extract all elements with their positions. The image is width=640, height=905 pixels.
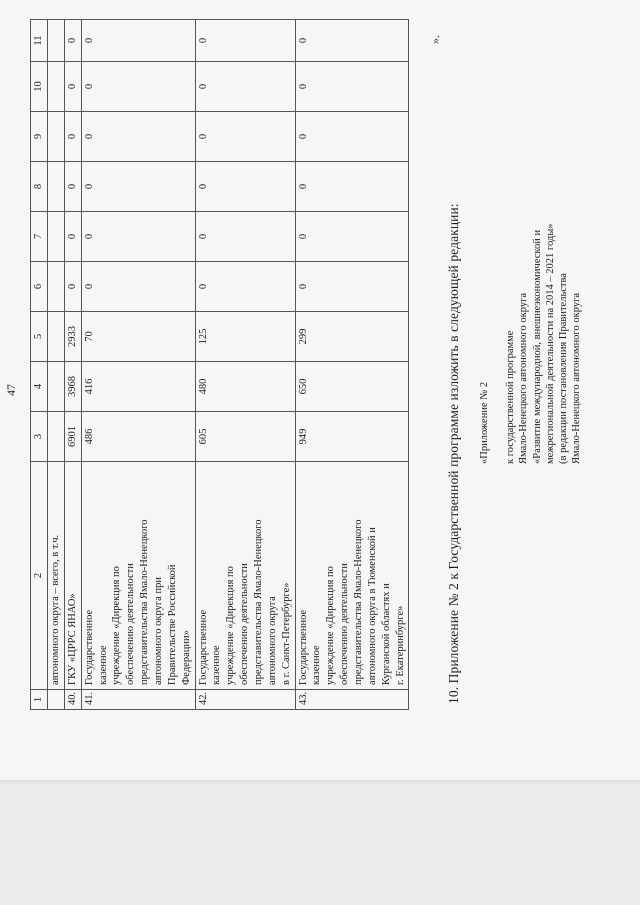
header-cell: 1 xyxy=(31,690,48,710)
value-cell: 605 xyxy=(195,412,295,462)
value-cell: 0 xyxy=(81,162,195,212)
value-cell: 0 xyxy=(64,162,81,212)
value-cell: 0 xyxy=(81,62,195,112)
value-cell: 70 xyxy=(81,312,195,362)
table-cell xyxy=(47,362,64,412)
name-line: представительства Ямало-Ненецкого xyxy=(353,519,365,685)
row-number: 43. xyxy=(295,690,409,710)
table-cell xyxy=(47,112,64,162)
name-line: г. Екатеринбурге» xyxy=(394,605,406,685)
value-cell: 0 xyxy=(81,212,195,262)
spacer xyxy=(491,223,504,464)
value-cell: 0 xyxy=(64,212,81,262)
value-cell: 0 xyxy=(195,62,295,112)
point-10-paragraph: 10. Приложение № 2 к Государственной программе изложить в следующей редакции: xyxy=(446,203,461,704)
table-cell xyxy=(47,262,64,312)
name-line: автономного округа в Тюменской и xyxy=(366,527,378,685)
header-cell: 5 xyxy=(31,312,48,362)
row-name xyxy=(195,462,295,690)
table-cell xyxy=(47,212,64,262)
table-cell xyxy=(47,20,64,62)
appendix-line: межрегиональной деятельности на 2014 – 2021 годы» xyxy=(544,223,556,464)
header-cell: 6 xyxy=(31,262,48,312)
row-name xyxy=(81,462,195,690)
row-name xyxy=(295,462,409,690)
row-number: 40. xyxy=(64,690,81,710)
value-cell: 0 xyxy=(64,20,81,62)
name-line: Государственное xyxy=(197,609,209,685)
appendix-line: Ямало-Ненецкого автономного округа xyxy=(571,292,583,464)
name-line: Государственное xyxy=(83,609,95,685)
table-row xyxy=(81,20,195,710)
row-number: 42. xyxy=(195,690,295,710)
appendix-line: к государственной программе xyxy=(505,330,517,464)
name-line: учреждение «Дирекция по xyxy=(111,566,123,685)
table-header-row xyxy=(31,20,48,710)
name-line: в г. Санкт-Петербурге» xyxy=(280,582,292,685)
header-cell: 8 xyxy=(31,162,48,212)
table-cell xyxy=(47,690,64,710)
page-number: 47 xyxy=(4,384,18,396)
name-line: учреждение «Дирекция по xyxy=(225,566,237,685)
appendix-header xyxy=(478,223,583,464)
value-cell: 0 xyxy=(295,112,409,162)
name-line: обеспечению деятельности xyxy=(239,563,251,685)
row-number: 41. xyxy=(81,690,195,710)
value-cell: 0 xyxy=(81,20,195,62)
value-cell: 0 xyxy=(295,62,409,112)
table-cell xyxy=(47,62,64,112)
table-row xyxy=(64,20,81,710)
appendix-line: «Развитие международной, внешнеэкономической и xyxy=(531,229,543,464)
value-cell: 0 xyxy=(64,62,81,112)
value-cell: 0 xyxy=(295,212,409,262)
value-cell: 0 xyxy=(195,212,295,262)
header-cell: 9 xyxy=(31,112,48,162)
continuation-label: автономного округа – всего, в т.ч. xyxy=(47,462,64,690)
value-cell: 6901 xyxy=(64,412,81,462)
name-line: казенное xyxy=(311,645,323,685)
name-line: Государственное xyxy=(297,609,309,685)
row-name: ГКУ «ЦРРС ЯНАО» xyxy=(64,462,81,690)
table-cell xyxy=(47,312,64,362)
name-line: представительства Ямало-Ненецкого xyxy=(253,519,265,685)
value-cell: 0 xyxy=(64,112,81,162)
value-cell: 3968 xyxy=(64,362,81,412)
value-cell: 416 xyxy=(81,362,195,412)
name-line: представительства Ямало-Ненецкого xyxy=(139,519,151,685)
value-cell: 299 xyxy=(295,312,409,362)
table-row xyxy=(295,20,409,710)
value-cell: 0 xyxy=(195,20,295,62)
header-cell: 11 xyxy=(31,20,48,62)
name-line: казенное xyxy=(97,645,109,685)
table-row xyxy=(47,20,64,710)
header-cell: 4 xyxy=(31,362,48,412)
value-cell: 0 xyxy=(81,262,195,312)
name-line: Курганской областях и xyxy=(380,583,392,685)
name-line: Федерации» xyxy=(180,630,192,685)
header-cell: 7 xyxy=(31,212,48,262)
value-cell: 125 xyxy=(195,312,295,362)
name-line: обеспечению деятельности xyxy=(339,563,351,685)
closing-quote: ». xyxy=(428,35,442,44)
value-cell: 0 xyxy=(195,162,295,212)
table-row xyxy=(195,20,295,710)
value-cell: 0 xyxy=(295,20,409,62)
funding-table xyxy=(30,19,409,710)
table-cell xyxy=(47,412,64,462)
value-cell: 0 xyxy=(81,112,195,162)
value-cell: 0 xyxy=(195,112,295,162)
value-cell: 0 xyxy=(295,162,409,212)
name-line: автономного округа при xyxy=(153,577,165,685)
name-line: казенное xyxy=(211,645,223,685)
name-line: обеспечению деятельности xyxy=(125,563,137,685)
appendix-title: «Приложение № 2 xyxy=(479,381,490,464)
header-cell: 2 xyxy=(31,462,48,690)
name-line: автономного округа xyxy=(266,596,278,685)
name-line: учреждение «Дирекция по xyxy=(325,566,337,685)
value-cell: 480 xyxy=(195,362,295,412)
value-cell: 0 xyxy=(295,262,409,312)
value-cell: 0 xyxy=(195,262,295,312)
name-line: Правительстве Российской xyxy=(166,564,178,685)
value-cell: 2933 xyxy=(64,312,81,362)
value-cell: 486 xyxy=(81,412,195,462)
value-cell: 949 xyxy=(295,412,409,462)
header-cell: 3 xyxy=(31,412,48,462)
appendix-line: Ямало-Ненецкого автономного округа xyxy=(518,292,530,464)
value-cell: 0 xyxy=(64,262,81,312)
table-cell xyxy=(47,162,64,212)
value-cell: 650 xyxy=(295,362,409,412)
header-cell: 10 xyxy=(31,62,48,112)
appendix-line: (в редакции постановления Правительства xyxy=(558,273,570,464)
